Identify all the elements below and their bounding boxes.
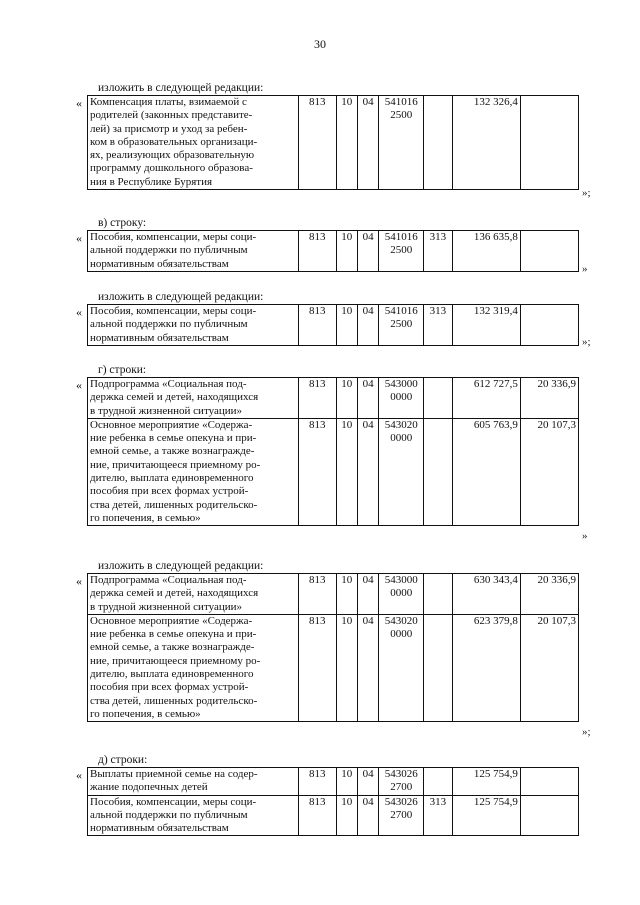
table-row (88, 231, 579, 272)
table-row (88, 795, 579, 836)
row-name: Основное мероприятие «Содержа- ние ребенка в семье опекуна и при- емной семье, а также вознагражде- ние, причитающееся приемному ро- дителю, выплата единовременного пособия при всех формах устрой- ства детей, лишенных родительско- го попечения, в семью» (88, 614, 299, 721)
row-amount-federal (520, 231, 578, 272)
row-expense-type: 313 (424, 305, 453, 346)
block-caption: в) строку: (98, 217, 147, 229)
row-amount-federal (520, 795, 578, 836)
row-expense-type (424, 418, 453, 525)
row-expense-type (424, 574, 453, 615)
table-row (88, 574, 579, 615)
row-grbs: 813 (298, 768, 336, 796)
opening-quote: « (76, 231, 82, 245)
budget-table (87, 767, 579, 836)
row-name: Подпрограмма «Социальная под- держка семей и детей, находящихся в трудной жизненной ситуации» (88, 378, 299, 419)
row-target-code: 543000 0000 (379, 574, 424, 615)
row-subsection: 04 (357, 574, 378, 615)
closing-quote: » (582, 530, 588, 542)
row-grbs: 813 (298, 378, 336, 419)
table-row (88, 418, 579, 525)
row-section: 10 (336, 418, 357, 525)
row-subsection: 04 (357, 305, 378, 346)
row-name: Подпрограмма «Социальная под- держка семей и детей, находящихся в трудной жизненной ситуации» (88, 574, 299, 615)
opening-quote: « (76, 574, 82, 588)
row-target-code: 543026 2700 (379, 768, 424, 796)
row-amount: 630 343,4 (452, 574, 520, 615)
budget-table (87, 573, 579, 722)
row-section: 10 (336, 795, 357, 836)
row-subsection: 04 (357, 795, 378, 836)
row-section: 10 (336, 614, 357, 721)
row-name: Пособия, компенсации, меры соци- альной поддержки по публичным нормативным обязательствам (88, 305, 299, 346)
row-target-code: 543026 2700 (379, 795, 424, 836)
row-amount: 132 319,4 (452, 305, 520, 346)
row-section: 10 (336, 574, 357, 615)
block-caption: изложить в следующей редакции: (98, 560, 264, 572)
row-amount-federal: 20 107,3 (520, 614, 578, 721)
row-section: 10 (336, 768, 357, 796)
row-amount: 605 763,9 (452, 418, 520, 525)
budget-table (87, 230, 579, 272)
row-amount-federal (520, 96, 578, 190)
row-subsection: 04 (357, 418, 378, 525)
row-amount: 136 635,8 (452, 231, 520, 272)
row-grbs: 813 (298, 614, 336, 721)
row-amount-federal: 20 107,3 (520, 418, 578, 525)
row-expense-type (424, 378, 453, 419)
row-expense-type (424, 614, 453, 721)
row-target-code: 541016 2500 (379, 96, 424, 190)
row-section: 10 (336, 96, 357, 190)
closing-quote: »; (582, 726, 591, 738)
opening-quote: « (76, 768, 82, 782)
block-caption: изложить в следующей редакции: (98, 82, 264, 94)
row-amount-federal (520, 768, 578, 796)
block-caption: д) строки: (98, 754, 148, 766)
row-section: 10 (336, 378, 357, 419)
table-row (88, 768, 579, 796)
row-amount: 623 379,8 (452, 614, 520, 721)
row-name: Пособия, компенсации, меры соци- альной поддержки по публичным нормативным обязательствам (88, 795, 299, 836)
row-subsection: 04 (357, 96, 378, 190)
row-name: Компенсация платы, взимаемой с родителей (законных представите- лей) за присмотр и уход за ребен- ком в образовательных организаци- ях, реализующих образовательную программу дошкольного образова- ния в Республике Бурятия (88, 96, 299, 190)
opening-quote: « (76, 96, 82, 110)
row-name: Пособия, компенсации, меры соци- альной поддержки по публичным нормативным обязательствам (88, 231, 299, 272)
budget-table (87, 304, 579, 346)
row-section: 10 (336, 231, 357, 272)
row-target-code: 541016 2500 (379, 305, 424, 346)
block-caption: изложить в следующей редакции: (98, 291, 264, 303)
row-amount: 132 326,4 (452, 96, 520, 190)
row-expense-type (424, 96, 453, 190)
row-subsection: 04 (357, 768, 378, 796)
row-expense-type: 313 (424, 231, 453, 272)
row-amount-federal (520, 305, 578, 346)
budget-table (87, 377, 579, 526)
closing-quote: »; (582, 187, 591, 199)
table-row (88, 96, 579, 190)
table-row (88, 305, 579, 346)
row-subsection: 04 (357, 614, 378, 721)
closing-quote: » (582, 263, 588, 275)
row-subsection: 04 (357, 378, 378, 419)
row-target-code: 541016 2500 (379, 231, 424, 272)
opening-quote: « (76, 305, 82, 319)
block-caption: г) строки: (98, 364, 147, 376)
row-name: Выплаты приемной семье на содер- жание подопечных детей (88, 768, 299, 796)
row-target-code: 543000 0000 (379, 378, 424, 419)
row-grbs: 813 (298, 795, 336, 836)
row-target-code: 543020 0000 (379, 614, 424, 721)
row-grbs: 813 (298, 231, 336, 272)
row-expense-type (424, 768, 453, 796)
row-target-code: 543020 0000 (379, 418, 424, 525)
row-amount: 125 754,9 (452, 795, 520, 836)
opening-quote: « (76, 378, 82, 392)
row-amount-federal: 20 336,9 (520, 574, 578, 615)
row-name: Основное мероприятие «Содержа- ние ребенка в семье опекуна и при- емной семье, а также вознагражде- ние, причитающееся приемному ро- дителю, выплата единовременного пособия при всех формах устрой- ства детей, лишенных родительско- го попечения, в семью» (88, 418, 299, 525)
budget-table (87, 95, 579, 190)
row-amount: 125 754,9 (452, 768, 520, 796)
row-grbs: 813 (298, 96, 336, 190)
row-amount-federal: 20 336,9 (520, 378, 578, 419)
row-grbs: 813 (298, 305, 336, 346)
table-row (88, 614, 579, 721)
row-amount: 612 727,5 (452, 378, 520, 419)
row-grbs: 813 (298, 418, 336, 525)
row-section: 10 (336, 305, 357, 346)
row-subsection: 04 (357, 231, 378, 272)
row-grbs: 813 (298, 574, 336, 615)
closing-quote: »; (582, 336, 591, 348)
row-expense-type: 313 (424, 795, 453, 836)
table-row (88, 378, 579, 419)
page-number: 30 (314, 37, 326, 51)
